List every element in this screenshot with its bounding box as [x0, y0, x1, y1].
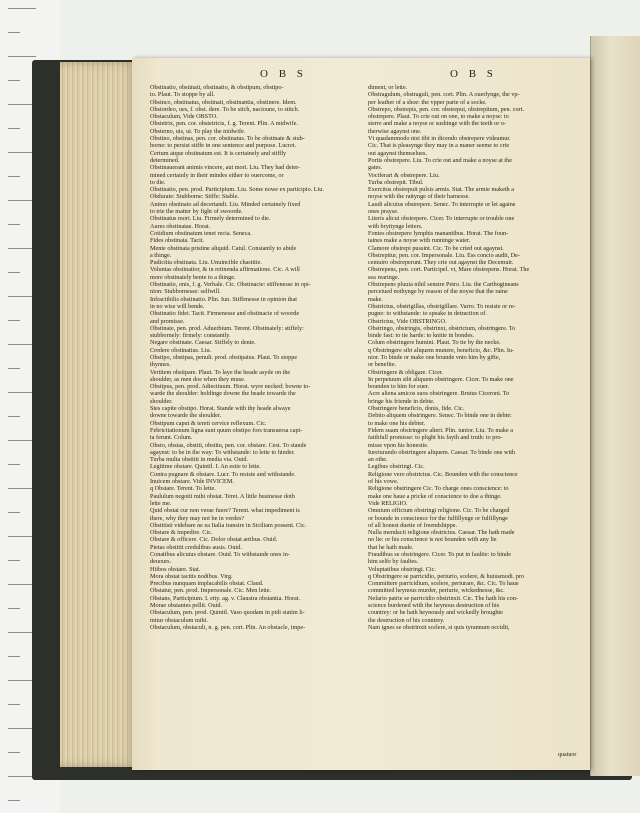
facing-page-edge [590, 36, 640, 776]
ruler-tick [8, 56, 36, 57]
ruler-tick [8, 320, 20, 321]
text-line: Obstaculum, Vide OBSTO. [150, 113, 218, 121]
text-line: determined. [150, 156, 180, 164]
text-line: Obstrepens, pen. cort. Participel. vt, Mare obstrepens. Horat. The [368, 266, 530, 274]
text-line: Acre aliena amicos suos obstringere. Brutus Ciceroni. To [368, 390, 510, 398]
text-line: with bryttynge letters. [368, 222, 423, 230]
text-line: of his vowe. [368, 478, 399, 486]
text-line: stubbornely: firmely: constantly. [150, 332, 231, 340]
text-line: a thinge. [150, 251, 172, 259]
text-line: to make one his debter. [368, 419, 426, 427]
text-line: q Obstare. Terent. To lette. [150, 485, 216, 493]
text-line: Colum obstringere humini. Plaut. To tie by the necke. [368, 339, 501, 347]
text-line: make. [368, 295, 383, 303]
ruler-tick [8, 560, 20, 561]
text-line: Obdurate: Stubborne: Stiffe: Stable. [150, 193, 239, 201]
text-line: bounden to him for euer. [368, 383, 430, 391]
text-line: q Obstringere sibi aliquem munere, beneficio, &c. Plin. Iu- [368, 346, 515, 354]
text-line: Fides obstinata. Tacit. [150, 237, 205, 245]
text-line: in no wise will bende. [150, 302, 205, 310]
text-line: mitur obstaculum mihi. [150, 616, 208, 624]
running-header-right: O B S [450, 68, 497, 80]
running-header-left: O B S [260, 68, 307, 80]
text-line: Paululum negotii mihi obstat. Teret. A little businesse doth [150, 492, 295, 500]
text-line: Nam ignes se obstrinxit scelere, si quis tyrannum occidit, [368, 623, 510, 631]
text-line: In perpetuum sibi aliquem obstringere. Cicer. To make one [368, 375, 514, 383]
text-line: perceiued nothynge by reason of the noyse that the raine [368, 288, 508, 296]
text-line: committed heynous murder, periurie, wickednesse, &c. [368, 587, 505, 595]
text-line: Turba obstrepit. Tibul. [368, 178, 424, 186]
text-line: Mora obstat tacitis nodibus. Virg. [150, 572, 233, 580]
text-line: Turba multa obstitit in media via. Ouid. [150, 456, 249, 464]
text-line: Animo obstinato ad decertandi. Liu. Minded certainely fixed [150, 200, 301, 208]
text-line: cemuiro obstreperunt. They crie out agaynst the Decemuir. [368, 259, 514, 267]
ruler-tick [8, 608, 20, 609]
text-line: per leather of a shoe: the vpper parte of a socke. [368, 98, 487, 106]
text-line: bringe his friende in debte. [368, 397, 435, 405]
text-line: Obstinate, pen. prod. Aduerbium. Terent. Obstinately: stiffely: [150, 324, 304, 332]
text-line: Pietas obstitit credulibus ausis. Ouid. [150, 543, 242, 551]
text-line: ones prayse. [368, 208, 399, 216]
text-line: Obsto, obstas, obstiti, obstitu, pen. cor. obstare. Cest. To stande [150, 441, 307, 449]
text-line: pugne: to withstande: to speake in detraction of. [368, 310, 487, 318]
text-line: Pudicitia obstinata. Liu. Unuincible chastitie. [150, 259, 262, 267]
text-line: Credere obstinatius. Liu. [150, 346, 212, 354]
text-line: shoulder. [150, 397, 173, 405]
text-line: him selfe by faultes. [368, 558, 419, 566]
ruler-tick [8, 80, 20, 81]
text-line: an othe. [368, 456, 388, 464]
text-line: science burdened with the heynous destruction of his [368, 602, 500, 610]
text-line: more obstinately bente to a thinge. [150, 273, 236, 281]
text-line: Cotidium obstinatum tenet recia. Seneca. [150, 229, 252, 237]
text-line: misse vpon his honestie. [368, 441, 429, 449]
text-line: Hiibos obstare. Stat. [150, 565, 201, 573]
text-line: Obstinatio, onis, f. g. Verbale. Cic. Obstinacie: stiffenesse in opi- [150, 281, 311, 289]
ruler-tick [8, 464, 20, 465]
text-line: Obstrictus, Vide OBSTRINGO. [368, 317, 447, 325]
text-line: Infractibilis obstinatio. Plin. Iun. Stiffenesse in opinion that [150, 295, 297, 303]
text-line: Obstrepo, obstrepis, pen. cor. obstrepui, obstrepitum, pen. cort. [368, 105, 524, 113]
text-line: faithfull promisse: to plight his fayth and truth: to pro- [368, 434, 503, 442]
text-line: Obstaculum, pen. prod. Quintil. Vaso quodam in pidi statim li- [150, 609, 305, 617]
book-page [132, 58, 590, 770]
text-line: obstrepere. Plaut. To crie out on one, to make a noyse: to [368, 113, 509, 121]
text-line: gates. [368, 164, 383, 172]
ruler-tick [8, 8, 36, 9]
text-line: Fidem suam obstringere alteri. Plin. iunior. Liu. To make a [368, 426, 514, 434]
text-line: Voluptatibus obstringi. Cic. [368, 565, 436, 573]
text-line: taines make a noyse with runninge water. [368, 237, 471, 245]
text-line: that he hath made. [368, 543, 414, 551]
text-line: Cic. That is pleasynge they may in a maner seeme to crie [368, 142, 510, 150]
ruler-tick [8, 368, 20, 369]
text-line: mined certainly in their mindes either to ouercome, or [150, 171, 284, 179]
text-line: Obstare & impedire. Cic. [150, 529, 213, 537]
text-line: Quid obstat cur non verae fuere? Terent. what impediment is [150, 507, 300, 515]
text-line: make one haue a pricke of conscience to doe a thinge. [368, 492, 502, 500]
text-line: out agaynst themselues. [368, 149, 427, 157]
text-line: Obstaculum, obstaculi, n. g. pen. cort. Plin. An obstacle, impe- [150, 623, 306, 631]
text-line: to die. [150, 178, 166, 186]
text-line: Inuicem obstare. Vide INVICEM. [150, 478, 234, 486]
text-line: Obstinatio, obstinati, obstinatio, & obstipum, obstipo- [150, 84, 284, 91]
text-line: Vertitem obstipare. Plaut. To laye the heade asyde on the [150, 368, 291, 376]
text-line: Religione obstringere Cic. To charge ones conscience: to [368, 485, 509, 493]
text-line: Voluntas obstinatior, & in retinenda affirmatione. Cic. A will [150, 266, 300, 274]
text-line: the destruction of his countrey. [368, 616, 445, 624]
text-line: Laudi alicuius obstrepere. Senec. To interrupte or let againe [368, 200, 516, 208]
text-line: lette me. [150, 499, 172, 507]
text-line: Committere parricidium, scelere, periurare, &c. Cic. To haue [368, 580, 519, 588]
text-line: or benefite. [368, 361, 397, 369]
text-line: Obstrictus, obstrigillas, obstrigillare. Varro. To resiste or re- [368, 302, 516, 310]
text-line: Nulla mendacii religione obstrictus. Caesar. The hath made [368, 529, 515, 537]
text-line: Mente obstinata pristine aliquid. Catul. Constantly to abide [150, 244, 297, 252]
text-line: of all honest duetie of freendshippe. [368, 521, 458, 529]
text-line: Aures obstinatae. Horat. [150, 222, 211, 230]
text-line: Certum atque obstinatum est. It is certainely and stiffly [150, 149, 287, 157]
text-line: Obstrepitur, pen. cor. Impersonale. Liu. Ess concio audit, De- [368, 251, 520, 259]
text-line: Morae obstantes pellit. Ouid. [150, 602, 223, 610]
text-line: Obstipo, obstipas, penult. prod. obstipatus. Plaut. To stoppe [150, 353, 298, 361]
text-line: Literis alicui obstrepere. Cicer. To interrupte or trouble one [368, 215, 515, 223]
ruler-tick [8, 416, 20, 417]
text-line: to trie the matter by fight of swoorde. [150, 208, 243, 216]
text-line: sterre and make a noyse or sushinge with the teeth or o- [368, 120, 506, 128]
text-line: Obstordeo, ues, f. obsi. dere. To be sitch, nacioune, to stitch. [150, 105, 300, 113]
text-line: Legitime obstare. Quintil. I. An estie to lette. [150, 463, 261, 471]
text-line: Exercitus obstrepuit pulsis armis. Stat. The armie maketh a [368, 186, 514, 194]
text-line: Obstinatus mori. Liu. Firmely determined to die. [150, 215, 271, 223]
text-line: Stes capite obstipo. Horat. Stande with thy heade alwaye [150, 405, 291, 413]
text-line: Omnium officium obstringi religione. Cic. To be charged [368, 507, 510, 515]
text-line: Obstrepens pluuia nihil senstre Petro. Liu. the Carthogineans [368, 281, 519, 289]
ruler-tick [8, 224, 20, 225]
ruler-tick [8, 656, 20, 657]
text-line: Obstringo, obstringis, obstrinxi, obstrictum, obstringere. To [368, 324, 516, 332]
text-line: Vt quadammodo nisi tibi in dicendo obstrepere videamur. [368, 135, 511, 143]
text-line: Vociferari & obstrepere. Liu. [368, 171, 440, 179]
text-line: Fraudibus se obstringere. Cicer. To put in faultie: to binde [368, 551, 511, 558]
text-line: Obstinatio fidei. Tacit. Firmenesse and obstinacie of woorde [150, 310, 300, 318]
text-line: q Obstringere se parricidio, periurio, scelere, & huiusmodi. pro [368, 572, 525, 580]
text-line: Clamore obstrepi pussint. Cic. To be cried out agaynst. [368, 244, 504, 252]
text-line: agaynst: to be in the way: To withstande: to lette to hinder. [150, 448, 295, 456]
text-line: Iureiurando obstringere aliquem. Caesar. To binde one with [368, 448, 516, 456]
ruler-tick [8, 512, 20, 513]
text-line: binde fast: to tie harde: to knitte in bondes. [368, 332, 475, 340]
text-line: Obstipus, pen. prod. Adiectiuum. Horat. wyre necked: bowne to- [150, 383, 311, 391]
text-line: deuours. [150, 558, 172, 566]
text-line: Conatibus alicuius obstare. Ouid. To withstande ones in- [150, 551, 290, 558]
text-line: therwise agaynst one. [368, 127, 422, 135]
ruler-tick [8, 176, 20, 177]
text-line: Obstans, Participium. I. etty. ag. v. Claustra obstantia. Horat. [150, 594, 301, 602]
text-line: thynnes. [150, 361, 171, 369]
text-line: Portis obstrepere. Liu. To crie out and make a noyse at the [368, 156, 512, 164]
text-line: Obstringere & obligare. Cicer. [368, 368, 444, 376]
text-line: warde the shoulder: holdinge downe the heade towarde the [150, 390, 296, 398]
text-line: diment, or lette. [368, 84, 408, 91]
text-line: Obstinatio, pen. prod. Participium. Liu. Some nowe ex participio. Liu. [150, 186, 324, 194]
text-line: Obsinco, obstinatus, obstinati, obstinantia, obstinere. Idem. [150, 98, 297, 106]
text-line: Legibus obstringi. Cic. [368, 463, 425, 471]
text-line: no lie: or his conscience is not bounden with any lie [368, 536, 497, 544]
text-line: Obstipum caput & tereti cervice reflexum. Cic. [150, 419, 267, 427]
text-line: to. Plaut. To stoppe by all. [150, 91, 215, 99]
text-line: and promisse. [150, 317, 185, 325]
page-block-edge [60, 62, 138, 767]
left-text-column [150, 84, 362, 631]
ruler-tick [8, 128, 20, 129]
text-line: Obstatur, pen. prod. Impersonale. Cic. Men lette. [150, 587, 272, 595]
text-line: Precibus nunquam implacabilis obstat. Claud. [150, 580, 264, 588]
text-line: Debito aliquem obstringere. Senec. To binde one in debte: [368, 412, 512, 420]
text-line: Obstetrix, pen. cor. obstetricis, f. g. Terent. Plin. A midwife. [150, 120, 298, 128]
ruler-tick [8, 800, 20, 801]
text-line: Nefario patrie se parricidio obstrinxit. Cic. The hath his con- [368, 594, 518, 602]
right-text-column [368, 84, 580, 631]
text-line: Obstitisti videbare ne ea Italia transire in Siciliam possent. Cic. [150, 521, 307, 529]
catchword: quatuor [558, 752, 577, 758]
text-line: sea rearinge. [368, 273, 400, 281]
ruler-tick [8, 32, 20, 33]
text-line: there, why they may not be in verdes? [150, 514, 245, 522]
text-line: Contra pugnare & obstare. Lucr. To resiste and withstande. [150, 470, 296, 478]
text-line: shoulder, as men doe when they muse. [150, 375, 246, 383]
text-line: Obstino, obstinas, pen. cor. obstinatus. To be obstinate & stub- [150, 135, 305, 143]
text-line: Obstragulum, obstraguli, pen. cort. Plin. A ouerlynge, the vp- [368, 91, 520, 99]
text-line: noyse with the rattynge of their harnesse. [368, 193, 470, 201]
text-line: Obstinauerant animis vincere, aut mori. Liu. They had deter- [150, 164, 301, 172]
text-line: Fontes obstrepere lymphis manantibus. Horat. The foun- [368, 229, 509, 237]
text-line: Vide RELIGIO. [368, 499, 408, 507]
text-line: Obstringere beneficio, donis, fide. Cic. [368, 405, 465, 413]
text-line: Obsterno, uis, ui. To play the midwife. [150, 127, 246, 135]
text-line: Negare obstinate. Caesar. Stiffely to denie. [150, 339, 256, 347]
text-line: ta ferunt. Colum. [150, 434, 193, 442]
text-line: countrey: or he hath heynously and wickedly broughte [368, 609, 503, 617]
text-line: downe towarde the shoulder. [150, 412, 222, 420]
text-line: nion: Stubbornesse: selfwill. [150, 288, 221, 296]
text-line: Obstare & officere. Cic. Dolor obstat artibus. Ouid. [150, 536, 278, 544]
ruler-tick [8, 752, 20, 753]
text-line: or bounde in conscience for the fulfillynge or fulfillynge [368, 514, 508, 522]
text-line: Febricitationum ligna sunt quum obstipo fors transuersa capi- [150, 426, 303, 434]
text-line: Religione vero obstrictus. Cic. Bounden with the conscience [368, 470, 518, 478]
ruler-tick [8, 704, 20, 705]
text-line: nior. To binde or make one bounde vnto him by gifte, [368, 353, 501, 361]
text-line: borne: to persist stiffe in one sentence and purpose. Lucret. [150, 142, 297, 150]
ruler-tick [8, 272, 20, 273]
